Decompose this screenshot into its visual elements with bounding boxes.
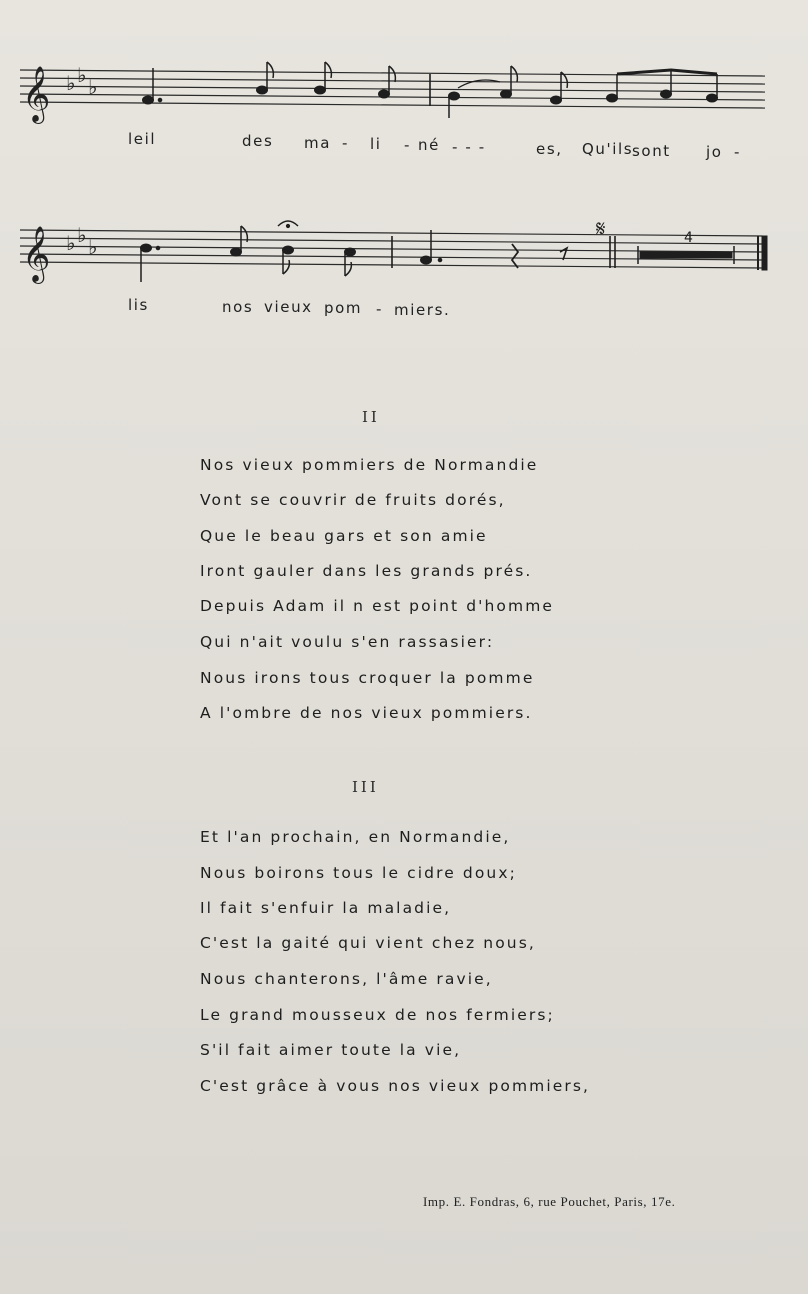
verse-line: Vont se couvrir de fruits dorés, <box>200 491 506 509</box>
verse-line: Il fait s'enfuir la maladie, <box>200 899 452 917</box>
lyric-hyphen: - <box>404 136 412 154</box>
lyric-syllable: pom <box>324 299 363 317</box>
flat-icon: ♭ <box>77 63 87 87</box>
flat-icon: ♭ <box>88 75 98 99</box>
flat-icon: ♭ <box>88 235 98 259</box>
staff-lines <box>20 230 766 268</box>
lyric-hyphen: - <box>376 300 384 318</box>
flat-icon: ♭ <box>66 71 76 95</box>
lyric-hyphen: - <box>342 134 350 152</box>
rest-measure-count: 4 <box>684 230 693 246</box>
lyric-syllable: lis <box>128 296 149 314</box>
verse-number: II <box>362 408 380 426</box>
lyric-hyphen: - <box>734 143 742 161</box>
lyric-syllable: es, <box>536 140 563 158</box>
verse-line: S'il fait aimer toute la vie, <box>200 1041 462 1059</box>
lyric-syllable: jo <box>706 143 723 161</box>
lyric-syllable: nos <box>222 298 254 316</box>
flat-icon: ♭ <box>66 231 76 255</box>
flat-icon: ♭ <box>77 223 87 247</box>
verse-line: Le grand mousseux de nos fermiers; <box>200 1006 555 1024</box>
lyric-syllable: ma <box>304 134 332 152</box>
staff-lines <box>20 70 765 108</box>
verse-line: A l'ombre de nos vieux pommiers. <box>200 704 533 722</box>
verse-line: Iront gauler dans les grands prés. <box>200 562 533 580</box>
music-staff-2 <box>0 217 808 292</box>
verse-line: C'est la gaité qui vient chez nous, <box>200 934 536 952</box>
lyric-syllable: li <box>370 135 382 153</box>
lyric-syllable: des <box>242 132 274 150</box>
segno-icon: 𝄋 <box>596 217 606 242</box>
verse-line: C'est grâce à vous nos vieux pommiers, <box>200 1077 591 1095</box>
verse-line: Qui n'ait voulu s'en rassasier: <box>200 633 495 651</box>
verse-line: Nous chanterons, l'âme ravie, <box>200 970 493 988</box>
lyric-hyphen: - - - <box>452 138 486 156</box>
music-staff-1 <box>0 58 808 128</box>
notes <box>141 221 768 282</box>
treble-clef-icon: 𝄞 <box>22 66 51 122</box>
lyric-syllable: né <box>418 136 440 154</box>
lyric-syllable: vieux <box>264 298 313 316</box>
notes <box>143 62 718 118</box>
verse-line: Que le beau gars et son amie <box>200 527 488 545</box>
verse-line: Nous irons tous croquer la pomme <box>200 669 535 687</box>
lyric-syllable: sont <box>632 142 671 160</box>
verse-line: Et l'an prochain, en Normandie, <box>200 828 511 846</box>
lyric-syllable: miers. <box>394 301 451 319</box>
lyric-syllable: leil <box>128 130 157 148</box>
verse-line: Nous boirons tous le cidre doux; <box>200 864 517 882</box>
verse-number: III <box>352 778 379 796</box>
printer-imprint: Imp. E. Fondras, 6, rue Pouchet, Paris, 17e. <box>423 1194 676 1209</box>
verse-line: Nos vieux pommiers de Normandie <box>200 456 539 474</box>
treble-clef-icon: 𝄞 <box>22 226 51 282</box>
verse-line: Depuis Adam il n est point d'homme <box>200 597 555 615</box>
lyric-syllable: Qu'ils <box>582 140 634 158</box>
